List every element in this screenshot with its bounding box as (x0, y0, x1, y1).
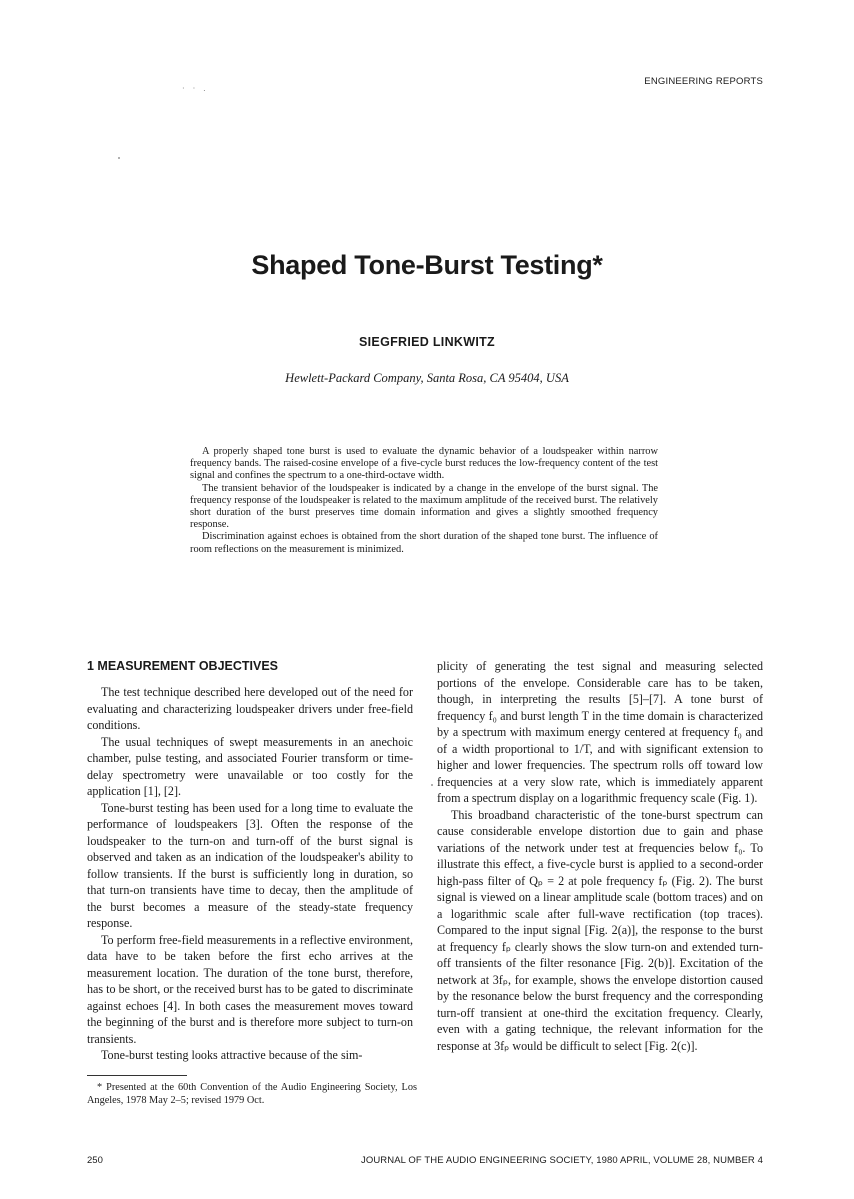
journal-footer: JOURNAL OF THE AUDIO ENGINEERING SOCIETY, 1980 APRIL, VOLUME 28, NUMBER 4 (360, 1155, 763, 1166)
page-number: 250 (87, 1155, 103, 1166)
author-name: SIEGFRIED LINKWITZ (359, 335, 495, 349)
body-paragraph: This broadband characteristic of the tone-burst spectrum can cause considerable envelope distortion due to gain and phase variations of the network under test at frequencies below f₀. To illustrate this effect, a five-cycle burst is applied to a second-order high-pass filter of Qₚ = 2 at pole frequency fₚ (Fig. 2). The burst signal is viewed on a linear amplitude scale (bottom traces) and on a logarithmic scale after full-wave rectification (top traces). Compared to the input signal [Fig. 2(a)], the response to the burst at frequency fₚ clearly shows the slow turn-on and extended turn-off transients of the filter resonance [Fig. 2(b)]. Excitation of the network at 3fₚ, for example, shows the envelope distortion caused by the resonance below the burst frequency and the corresponding turn-off transient at one-third the excitation frequency. Clearly, even with a gating technique, the relevant information for the response at 3fₚ would be difficult to select [Fig. 2(c)]. (437, 807, 763, 1053)
abstract-paragraph: A properly shaped tone burst is used to evaluate the dynamic behavior of a loudspeaker within narrow frequency bands. The raised-cosine envelope of a five-cycle burst reduces the low-frequency content of the test signal and confines the spectrum to a one-third-octave width. (190, 446, 658, 482)
author-affiliation: Hewlett-Packard Company, Santa Rosa, CA 95404, USA (285, 371, 569, 385)
running-head: ENGINEERING REPORTS (644, 76, 763, 87)
body-paragraph: To perform free-field measurements in a reflective environment, data have to be taken before the first echo arrives at the measurement location. The duration of the tone burst, therefore, has to be short, or the received burst has to be gated to discriminate against echoes [4]. In both cases the measurement moves toward the beginning of the burst and is therefore more subject to turn-on transients. (87, 932, 413, 1046)
footnote (87, 1081, 417, 1107)
body-paragraph: Tone-burst testing looks attractive because of the sim- (101, 1048, 363, 1062)
section-heading: 1 MEASUREMENT OBJECTIVES (87, 659, 279, 673)
scan-dot (431, 784, 433, 786)
article-title: Shaped Tone-Burst Testing* (251, 250, 603, 280)
body-paragraph: Tone-burst testing has been used for a long time to evaluate the performance of loudspeakers [3]. Often the response of the loudspeaker to the turn-on and turn-off of the burst signal is observed and taken as an indication of the loudspeaker's ability to follow transients. If the burst is sufficiently long in duration, so that turn-on transients have time to decay, then the amplitude of the burst becomes a measure of the steady-state frequency response. (87, 800, 413, 930)
abstract (190, 446, 658, 556)
footnote-text: * Presented at the 60th Convention of the Audio Engineering Society, Los Angeles, 1978 May 2–5; revised 1979 Oct. (87, 1082, 417, 1106)
body-paragraph: plicity of generating the test signal and measuring selected portions of the envelope. Considerable care has to be taken, though, in interpreting the results [5]–[7]. A tone burst of frequency f₀ and burst length T in the time domain is characterized by a spectrum with maximum energy centered at frequency f₀ and of a width proportional to 1/T, and with significant extension to higher and lower frequencies. The spectrum rolls off toward low frequencies at a very slow rate, which is immediately apparent from a spectrum display on a logarithmic frequency scale (Fig. 1). (437, 659, 763, 805)
footnote-rule (87, 1075, 187, 1076)
abstract-paragraph: The transient behavior of the loudspeaker is indicated by a change in the envelope of the burst signal. The frequency response of the loudspeaker is related to the maximum amplitude of the received burst. The relatively short duration of the burst preserves time domain information and gives a slightly smoothed frequency response. (190, 482, 658, 531)
left-column (87, 658, 413, 1064)
body-paragraph: The test technique described here developed out of the need for evaluating and characterizing loudspeaker drivers under free-field conditions. (87, 685, 413, 732)
body-paragraph: The usual techniques of swept measurements in an anechoic chamber, pulse testing, and associated Fourier transform or time-delay spectrometry were unavailable or too costly for the application [1], [2]. (87, 734, 413, 798)
scan-dot (118, 157, 120, 159)
right-column (437, 658, 763, 1054)
scan-specks: · · . (182, 84, 209, 93)
abstract-paragraph: Discrimination against echoes is obtained from the short duration of the shaped tone burst. The influence of room reflections on the measurement is minimized. (190, 531, 658, 555)
